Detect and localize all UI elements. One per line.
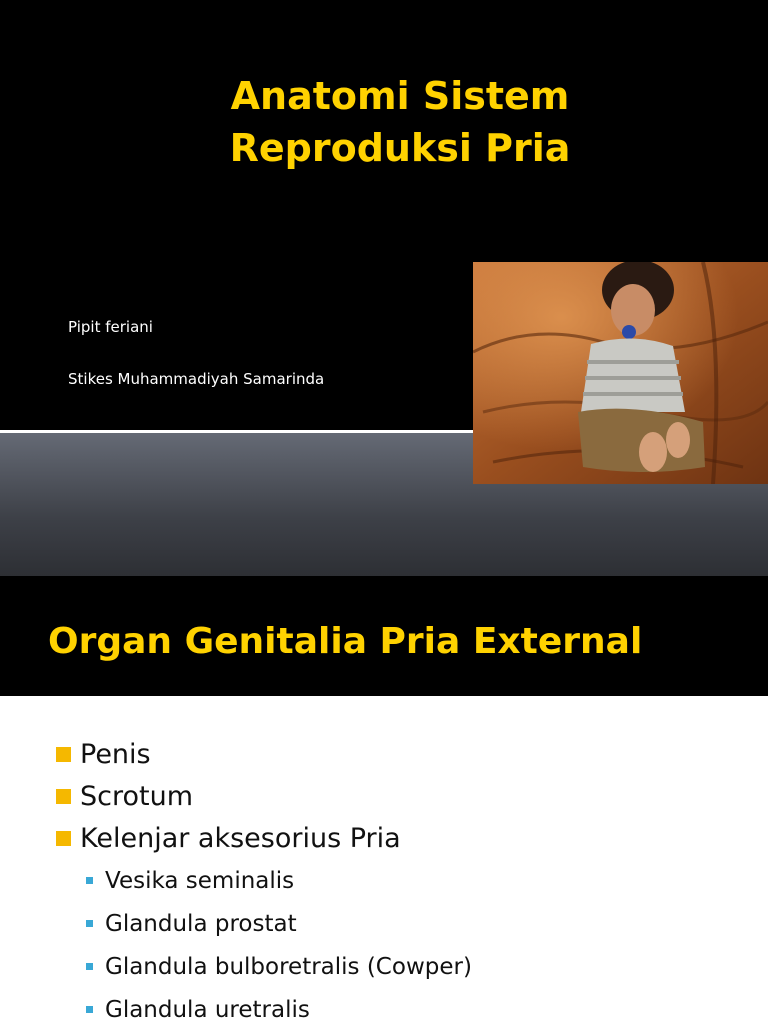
list-item — [0, 776, 768, 818]
square-bullet-icon — [56, 747, 71, 762]
content-slide — [0, 576, 768, 1024]
list-item-label: Kelenjar aksesorius Pria — [80, 823, 401, 854]
list-item-label: Scrotum — [80, 781, 194, 812]
small-square-bullet-icon — [86, 1006, 93, 1013]
list-item — [0, 734, 768, 776]
sub-list-item — [0, 903, 768, 946]
list-item — [0, 818, 768, 860]
slide-title: Organ Genitalia Pria External — [48, 621, 643, 662]
sub-list-item — [0, 860, 768, 903]
sub-list-item-label: Glandula uretralis — [105, 997, 310, 1023]
sub-list-item — [0, 946, 768, 989]
square-bullet-icon — [56, 831, 71, 846]
institution-name: Stikes Muhammadiyah Samarinda — [68, 370, 325, 388]
square-bullet-icon — [56, 789, 71, 804]
sub-list-item — [0, 989, 768, 1024]
small-square-bullet-icon — [86, 963, 93, 970]
small-square-bullet-icon — [86, 920, 93, 927]
sub-list-item-label: Glandula bulboretralis (Cowper) — [105, 954, 472, 980]
sub-list-item-label: Vesika seminalis — [105, 868, 295, 894]
list-item-label: Penis — [80, 739, 151, 770]
slide-title: Anatomi Sistem Reproduksi Pria — [229, 74, 571, 170]
sub-list-item-label: Glandula prostat — [105, 911, 297, 937]
small-square-bullet-icon — [86, 877, 93, 884]
bullet-list — [0, 734, 768, 1024]
author-name: Pipit feriani — [68, 318, 153, 336]
slide-header — [0, 576, 768, 696]
child-on-sofa-photo — [473, 262, 768, 484]
